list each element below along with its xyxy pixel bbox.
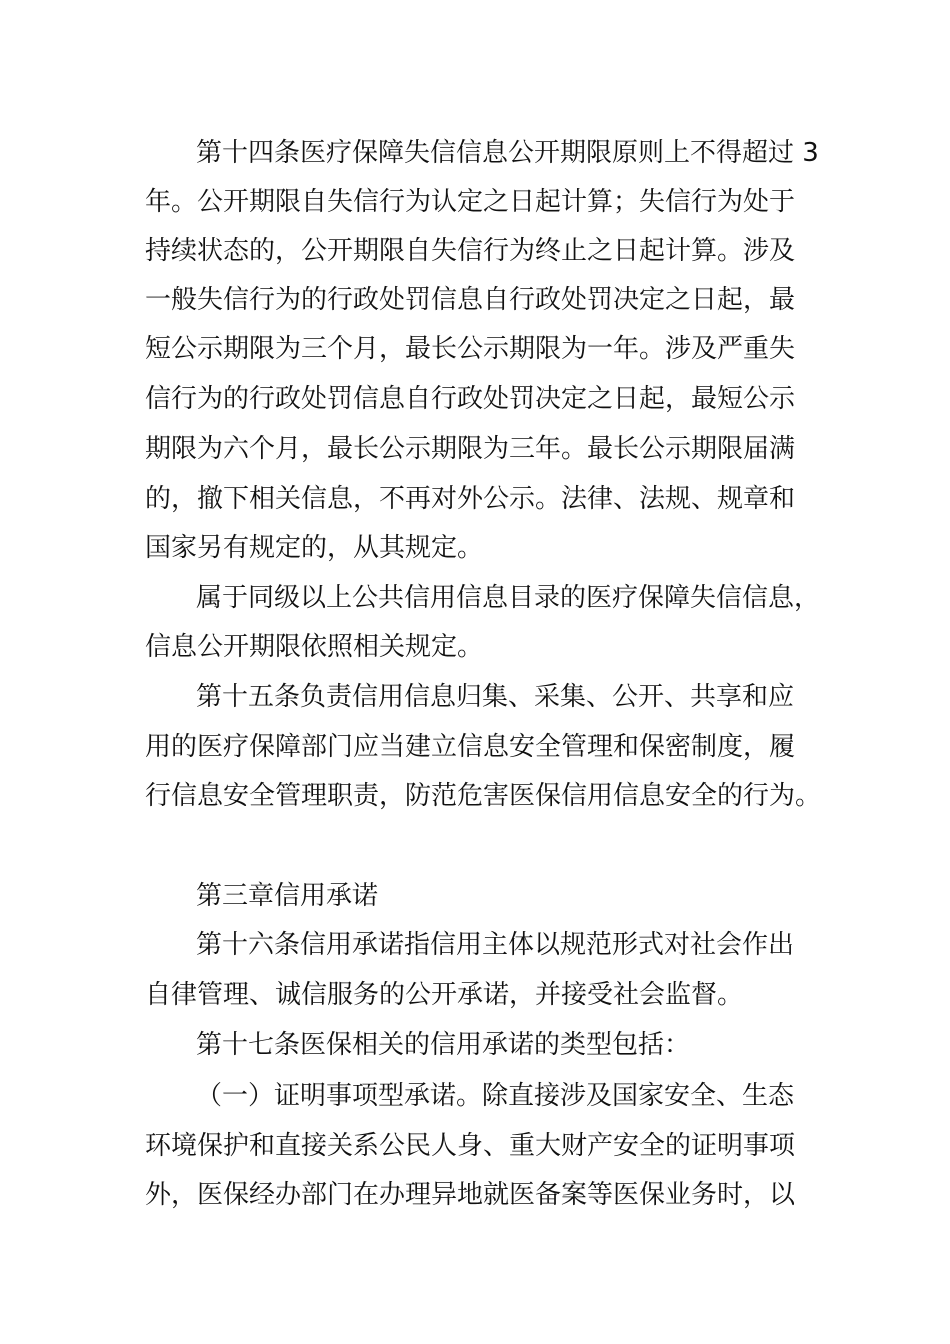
text-line: 用的医疗保障部门应当建立信息安全管理和保密制度，履 (145, 732, 796, 762)
text-line: 短公示期限为三个月，最长公示期限为一年。涉及严重失 (145, 334, 796, 364)
text-line: （一）证明事项型承诺。除直接涉及国家安全、生态 (196, 1081, 795, 1111)
text-line: 国家另有规定的，从其规定。 (145, 533, 484, 563)
text-line: 第十五条负责信用信息归集、采集、公开、共享和应 (196, 682, 795, 712)
text-line: 外，医保经办部门在办理异地就医备案等医保业务时，以 (145, 1180, 796, 1210)
text-line: 期限为六个月，最长公示期限为三年。最长公示期限届满 (145, 434, 796, 464)
text-line: 行信息安全管理职责，防范危害医保信用信息安全的行为。 (145, 781, 822, 811)
text-line: 的，撤下相关信息，不再对外公示。法律、法规、规章和 (145, 484, 796, 514)
text-line: 信行为的行政处罚信息自行政处罚决定之日起，最短公示 (145, 384, 796, 414)
text-line: 持续状态的，公开期限自失信行为终止之日起计算。涉及 (145, 236, 796, 266)
text-line: 自律管理、诚信服务的公开承诺，并接受社会监督。 (145, 980, 744, 1010)
text-line: 年。公开期限自失信行为认定之日起计算；失信行为处于 (145, 187, 796, 217)
text-line: 属于同级以上公共信用信息目录的医疗保障失信信息， (196, 583, 821, 613)
text-line: 第十七条医保相关的信用承诺的类型包括： (196, 1030, 691, 1060)
text-line: 信息公开期限依照相关规定。 (145, 632, 484, 662)
text-line: 一般失信行为的行政处罚信息自行政处罚决定之日起，最 (145, 285, 796, 315)
chapter-heading: 第三章信用承诺 (196, 881, 379, 911)
text-line: 第十六条信用承诺指信用主体以规范形式对社会作出 (196, 930, 795, 960)
text-line: 环境保护和直接关系公民人身、重大财产安全的证明事项 (145, 1131, 796, 1161)
text-line: 第十四条医疗保障失信信息公开期限原则上不得超过 3 (196, 138, 819, 168)
